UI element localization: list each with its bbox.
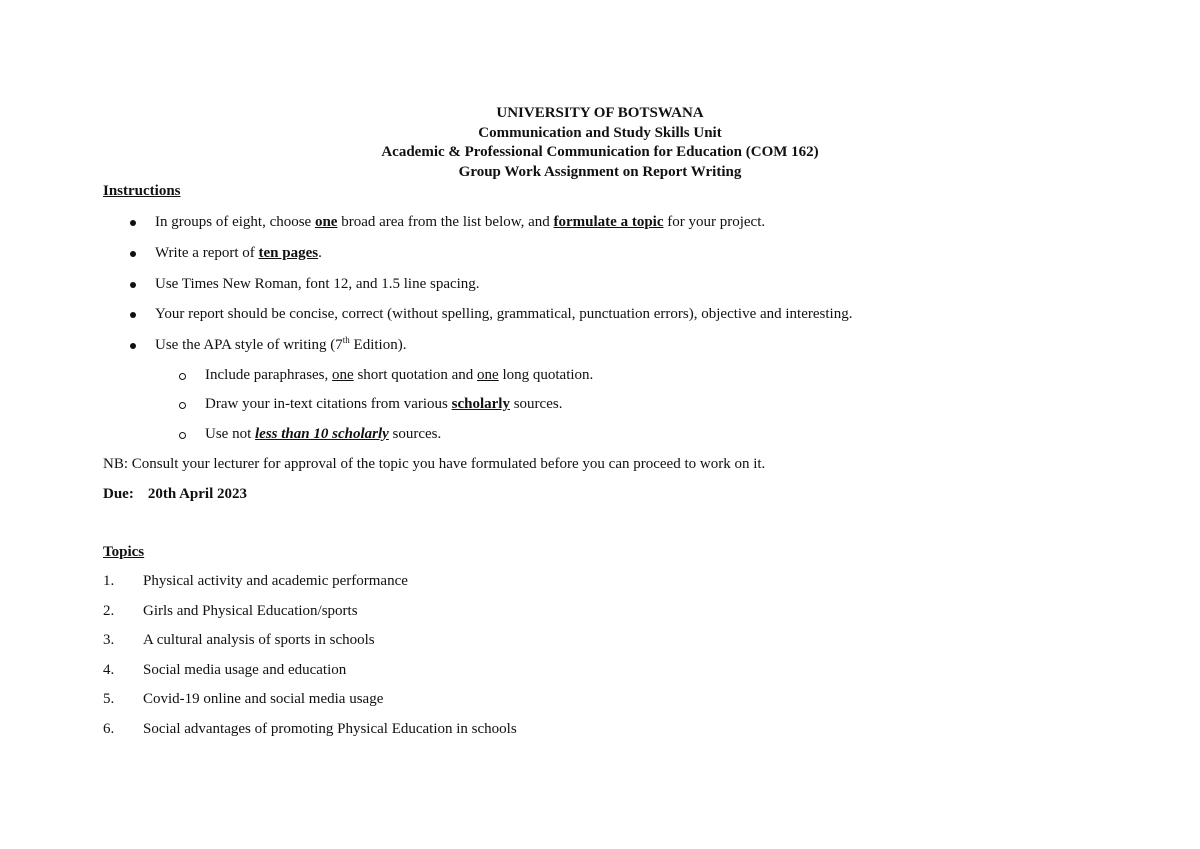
unit-name: Communication and Study Skills Unit [478,124,722,141]
topic-number: 6. [103,721,115,737]
circle-bullet-icon [179,432,186,439]
topic-text: Social advantages of promoting Physical Education in schools [143,721,517,737]
topic-text: Social media usage and education [143,662,347,678]
topic-number: 2. [103,603,115,619]
university-name: UNIVERSITY OF BOTSWANA [496,105,704,121]
bullet-icon [130,282,136,288]
assignment-title: Group Work Assignment on Report Writing [458,163,742,180]
due-date-line [103,485,247,504]
topic-text: Physical activity and academic performance [143,573,408,589]
instruction-subitem-3: Use not less than 10 scholarly sources. [205,426,442,442]
topic-number: 1. [103,573,115,589]
topic-text: A cultural analysis of sports in schools [143,632,375,648]
circle-bullet-icon [179,402,186,409]
instructions-heading: Instructions [103,183,181,199]
bullet-icon [130,251,136,257]
bullet-icon [130,312,136,318]
instruction-item-3: Use Times New Roman, font 12, and 1.5 line spacing. [155,276,480,292]
course-title: Academic & Professional Communication for Education (COM 162) [381,144,819,160]
due-date: 20th April 2023 [147,486,248,502]
instruction-subitem-2: Draw your in-text citations from various scholarly sources. [205,396,563,412]
document-header [0,104,1200,182]
topic-number: 5. [103,691,115,707]
due-label: Due: [103,486,134,502]
nb-note: NB: Consult your lecturer for approval of the topic you have formulated before you can proceed to work on it. [103,456,766,472]
instruction-item-1: In groups of eight, choose one broad area from the list below, and formulate a topic for your project. [155,214,766,230]
topic-text: Girls and Physical Education/sports [143,603,358,619]
bullet-icon [130,343,136,349]
circle-bullet-icon [179,373,186,380]
topic-number: 4. [103,662,115,678]
instruction-item-4: Your report should be concise, correct (without spelling, grammatical, punctuation errors), objective and interesting. [155,306,853,322]
instruction-item-5: Use the APA style of writing (7th Edition). [155,335,407,353]
topic-text: Covid-19 online and social media usage [143,691,384,707]
topics-heading: Topics [103,544,145,560]
instruction-subitem-1: Include paraphrases, one short quotation and one long quotation. [205,367,594,383]
topic-number: 3. [103,632,115,648]
bullet-icon [130,220,136,226]
instruction-item-2: Write a report of ten pages. [155,245,322,261]
